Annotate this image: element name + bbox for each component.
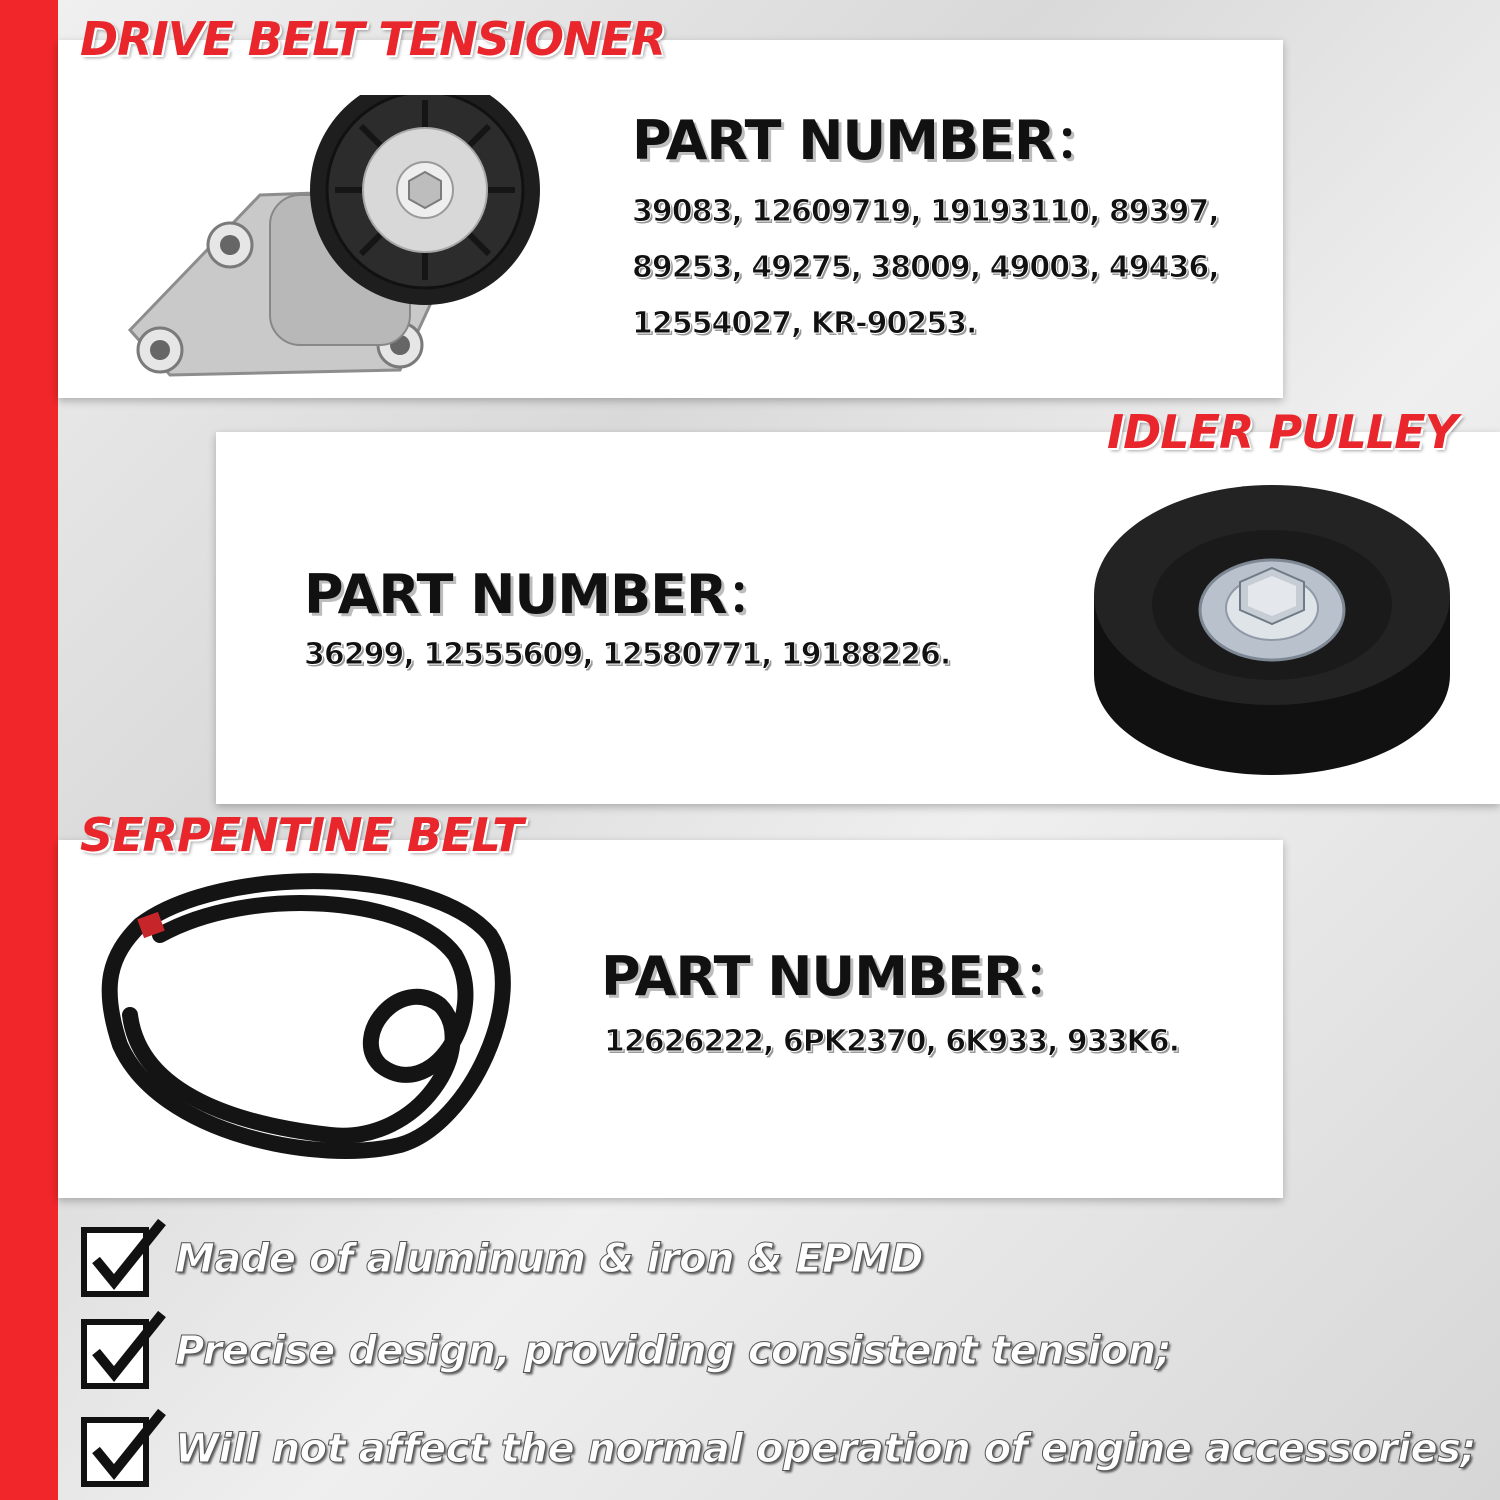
red-accent-bar — [0, 0, 58, 1500]
idler-part-numbers: 36299, 12555609, 12580771, 19188226. — [304, 637, 951, 672]
tensioner-part-numbers-line2: 89253, 49275, 38009, 49003, 49436, — [632, 250, 1219, 285]
checkbox-checked-icon — [80, 1408, 170, 1493]
feature-text-operation: Will not affect the normal operation of engine accessories; — [175, 1426, 1476, 1472]
tensioner-part-numbers-line1: 39083, 12609719, 19193110, 89397, — [632, 194, 1219, 229]
idler-pulley-illustration — [1090, 470, 1460, 790]
serpentine-belt-illustration — [100, 865, 520, 1175]
belt-part-numbers: 12626222, 6PK2370, 6K933, 933K6. — [604, 1024, 1180, 1059]
idler-part-number-label: PART NUMBER： — [304, 563, 780, 626]
feature-text-material: Made of aluminum & iron & EPMD — [175, 1236, 924, 1282]
feature-text-design: Precise design, providing consistent tension; — [175, 1328, 1172, 1374]
tensioner-title: DRIVE BELT TENSIONER — [80, 12, 666, 66]
checkbox-checked-icon — [80, 1310, 170, 1395]
belt-part-number-label: PART NUMBER： — [601, 945, 1077, 1008]
checkbox-checked-icon — [80, 1218, 170, 1303]
tensioner-illustration — [110, 95, 550, 395]
tensioner-part-numbers — [632, 184, 1219, 352]
belt-title: SERPENTINE BELT — [80, 808, 523, 862]
tensioner-part-number-label: PART NUMBER： — [632, 109, 1108, 172]
tensioner-part-numbers-line3: 12554027, KR-90253. — [632, 306, 977, 341]
idler-title: IDLER PULLEY — [1107, 405, 1457, 459]
